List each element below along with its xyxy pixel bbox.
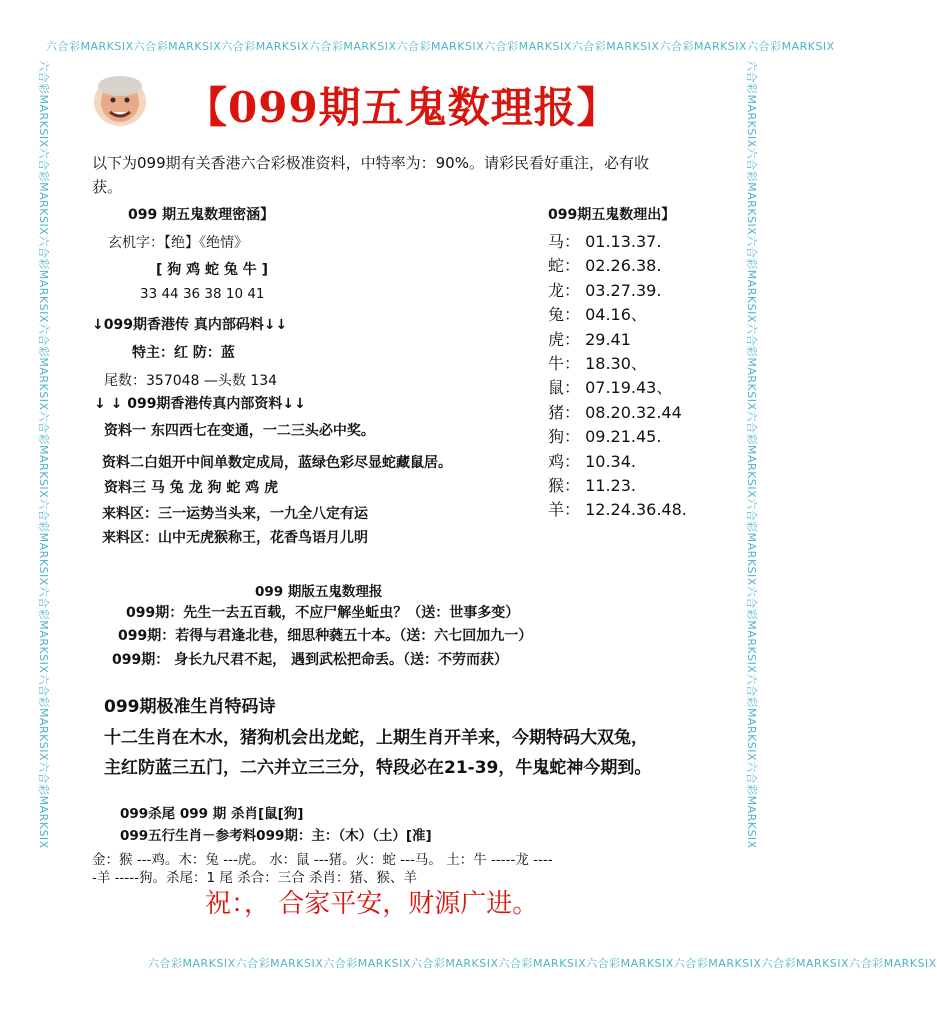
- watermark-top: 六合彩MARKSIX六合彩MARKSIX六合彩MARKSIX六合彩MARKSIX六合彩MARKSIX六合彩MARKSIX六合彩MARKSIX六合彩MARKSIX六合彩MARKSIX: [46, 40, 835, 53]
- zodiac-row-goat: 羊： 12.24.36.48.: [548, 500, 687, 520]
- poem-line-1: 十二生肖在木水，猪狗机会出龙蛇，上期生肖开羊来，今期特码大双兔，: [104, 728, 648, 748]
- ziliao-1: 资料一 东四西七在变通，一二三头必中奖。: [104, 423, 375, 439]
- wuxing-detail-line-2: -羊 -----狗。杀尾：1 尾 杀合：三合 杀肖：猪、猴、羊: [92, 870, 417, 886]
- zodiac-row-snake: 蛇： 02.26.38.: [548, 256, 662, 276]
- watermark-right: 六合彩MARKSIX六合彩MARKSIX六合彩MARKSIX六合彩MARKSIX六合彩MARKSIX六合彩MARKSIX六合彩MARKSIX六合彩MARKSIX六合彩MARKSIX: [745, 60, 758, 849]
- avatar-face-image: [88, 72, 152, 128]
- riddle-line-2: 099期：若得与君逢北巷，细思种蕤五十本。（送：六七回加九一）: [118, 628, 533, 644]
- right-column-title: 099期五鬼数理出】: [548, 207, 676, 223]
- zodiac-row-ox: 牛： 18.30、: [548, 354, 647, 374]
- riddle-line-3: 099期： 身长九尺君不起， 遇到武松把命丢。（送：不劳而获）: [112, 652, 508, 668]
- zodiac-row-horse: 马： 01.13.37.: [548, 232, 662, 251]
- te-zhu-text: 特主：红 防：蓝: [132, 345, 235, 361]
- xuanji-text: 玄机字：【绝】《绝情》: [108, 235, 248, 251]
- number-list: 33 44 36 38 10 41: [140, 286, 265, 302]
- wuxing-line: 099五行生肖－参考料099期：主：（木）（土）[准]: [120, 828, 432, 844]
- riddle-line-1: 099期：先生一去五百载，不应尸解坐蚯虫？（送：世事多变）: [126, 605, 520, 621]
- zodiac-row-rooster: 鸡： 10.34.: [548, 451, 636, 471]
- poem-line-2: 主红防蓝三五门，二六并立三三分，特段必在21-39，牛鬼蛇神今期到。: [104, 758, 652, 778]
- zodiac-row-rat: 鼠： 07.19.43、: [548, 378, 673, 398]
- zodiac-row-rabbit: 兔： 04.16、: [548, 305, 647, 325]
- section-info-title: ↓ ↓ 099期香港传真内部资料↓↓: [94, 396, 306, 412]
- ziliao-3: 资料三 马 兔 龙 狗 蛇 鸡 虎: [104, 480, 279, 496]
- wuxing-detail-line-1: 金：猴 ---鸡。木：兔 ---虎。 水：鼠 ---猪。火：蛇 ---马。 土：牛 -----龙 ----: [92, 852, 553, 868]
- page-title: 【099期五鬼数理报】: [185, 83, 620, 132]
- ziliao-2: 资料二白姐开中间单数定成局，蓝绿色彩尽显蛇藏鼠居。: [102, 455, 452, 471]
- footer-blessing: 祝：， 合家平安，财源广进。: [205, 889, 539, 919]
- section-mihan-title: 099 期五鬼数理密涵】: [128, 207, 275, 223]
- sha-wei-line: 099杀尾 099 期 杀肖[鼠[狗]: [120, 806, 304, 822]
- laiyu-1: 来料区：三一运势当头来，一九全八定有运: [102, 506, 368, 522]
- middle-subtitle: 099 期版五鬼数理报: [255, 584, 383, 600]
- zodiac-row-pig: 猪： 08.20.32.44: [548, 402, 682, 422]
- zodiac-number-table: [548, 230, 687, 523]
- laiyu-2: 来料区：山中无虎猴称王，花香鸟语月儿明: [102, 530, 368, 546]
- zodiac-row-dragon: 龙： 03.27.39.: [548, 280, 662, 300]
- weishu-text: 尾数：357048 —头数 134: [104, 373, 278, 389]
- watermark-bottom: 六合彩MARKSIX六合彩MARKSIX六合彩MARKSIX六合彩MARKSIX六合彩MARKSIX六合彩MARKSIX六合彩MARKSIX六合彩MARKSIX六合彩MARKSIX: [148, 957, 937, 970]
- zodiac-row-tiger: 虎： 29.41: [548, 329, 631, 349]
- zodiac-row-dog: 狗： 09.21.45.: [548, 427, 662, 447]
- watermark-left: 六合彩MARKSIX六合彩MARKSIX六合彩MARKSIX六合彩MARKSIX六合彩MARKSIX六合彩MARKSIX六合彩MARKSIX六合彩MARKSIX六合彩MARKSIX: [37, 60, 50, 849]
- section-code-title: ↓099期香港传 真内部码料↓↓: [92, 317, 288, 333]
- zodiac-list: [ 狗 鸡 蛇 兔 牛 ]: [156, 262, 269, 278]
- zodiac-row-monkey: 猴： 11.23.: [548, 476, 636, 496]
- poem-title: 099期极准生肖特码诗: [104, 697, 276, 717]
- intro-line-2: 获。: [92, 178, 123, 196]
- intro-line-1: 以下为099期有关香港六合彩极准资料，中特率为：90%。请彩民看好重注，必有收: [92, 154, 649, 172]
